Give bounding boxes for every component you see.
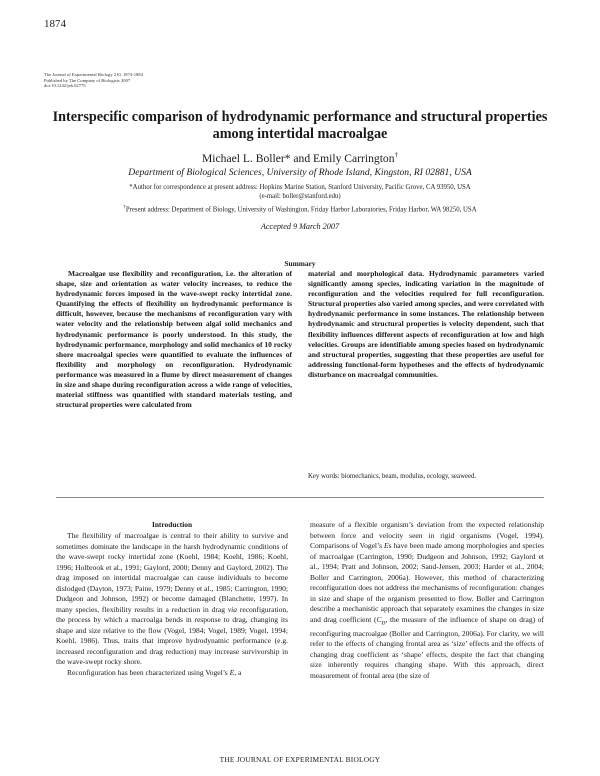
keywords: Key words: biomechanics, beam, modulus, ecology, seaweed.	[308, 473, 477, 480]
affiliation: Department of Biological Sciences, University of Rhode Island, Kingston, RI 02881, USA	[128, 167, 472, 178]
italic-run: E	[229, 667, 235, 677]
italic-run: via	[227, 604, 238, 614]
author-mark: †	[394, 151, 399, 159]
page-number: 1874	[44, 18, 66, 30]
summary-text-left: Macroalgae use flexibility and reconfiguration, i.e. the alteration of shape, size and orientation as water velocity increases, to reduce the hydrodynamic forces imposed in the wave-swept rocky intertidal zone. Quantifying the effects of flexibility on hydrodynamic performance is difficult, however, because the mechanisms of reconfiguration vary with water velocity and the relationship between algal solid mechanics and hydrodynamic performance is poorly understood. In this study, the hydrodynamic performance, morphology and solid mechanics of 10 rocky shore macroalgal species were quantified to evaluate the influences of flexibility and morphology on reconfiguration. Hydrodynamic performance was measured in a flume by direct measurement of changes in size and shape during reconfiguration across a wide range of velocities, material stiffness was quantified with standard materials testing, and structural properties were calculated from	[56, 269, 292, 410]
summary-text-right: material and morphological data. Hydrodynamic parameters varied significantly among species, indicating variation in the magnitude of reconfiguration and the velocities required for full reconfiguration. Structural properties also varied among species, and were correlated with hydrodynamic performance in some instances. The relationship between hydrodynamic and structural properties is velocity dependent, such that flexibility influences different aspects of reconfiguration at low and high velocities. Groups are identifiable among species based on hydrodynamic and structural properties, suggesting that these properties are useful for addressing functional-form hypotheses and the effects of hydrodynamic disturbance on macroalgal communities.	[308, 269, 544, 379]
section-divider	[56, 497, 544, 498]
summary-heading: Summary	[284, 259, 316, 268]
intro-paragraph-1	[56, 531, 288, 668]
intro-paragraph-2	[56, 668, 288, 679]
introduction-left-column	[56, 531, 288, 678]
text-run: s have been made among morphologies and species of macroalgae (Carrington, 1990; Dudgeon and Johnson, 1992; Gaylord et al., 1994; Pratt and Johnson, 2002; Sand-Jensen, 2003; Harder et al., 2004; Boller and Carrington, 2006a). However, this method of characterizing reconfiguration does not address the mechanisms of reconfiguration: changes in size and shape of the organism presented to flow. Boller and Carrington describe a mechanistic approach that separately examines the changes in size and drag coefficient (	[310, 541, 545, 624]
correspondence-note: *Author for correspondence at present address: Hopkins Marine Station, Stanford University, Pacific Grove, CA 93950, USA	[129, 184, 471, 191]
text-run: measure of a flexible organism’s deviation from the expected relationship between force and velocity seen in rigid organisms (Vogel, 1994). Comparisons of Vogel’s	[310, 520, 544, 550]
journal-doi: doi:10.1242/jeb.02775	[44, 83, 86, 89]
present-address-mark: †	[123, 205, 126, 210]
intro-paragraph-continued	[310, 520, 544, 681]
introduction-right-column	[310, 520, 544, 681]
text-run: , the measure of the influence of shape on drag) of reconfiguring macroalgae (Boller and Carrington, 2006a). For clarity, we will refer to the effects of changing frontal area as ‘size’ effects and the effects of changing drag coefficient as ‘shape’ effects, despite the fact that changing size inherently requires changing shape. With this approach, direct measurement of frontal area (the size of	[310, 614, 544, 680]
italic-run: E	[383, 541, 389, 550]
journal-publisher: Published by The Company of Biologists 2007	[44, 77, 131, 83]
present-address-text: Present address: Department of Biology, University of Washington, Friday Harbor Laboratories, Friday Harbor, WA 98250, USA	[125, 206, 477, 214]
present-address-note	[44, 204, 556, 215]
introduction-heading: Introduction	[151, 520, 193, 529]
text-run: Reconfiguration has been characterized using Vogel’s	[67, 667, 230, 677]
italic-run: C	[376, 614, 382, 624]
correspondence-email: (e-mail: boller@stanford.edu)	[259, 193, 341, 200]
author-list	[44, 151, 556, 165]
text-run: reconfiguration, the process by which a macroalga bends in response to drag, changing its shape and size relative to the flow (Vogel, 1984; Vogel, 1989; Vogel, 1994; Koehl, 1986). Thus, traits that improve hydrodynamic performance (e.g. increased reconfiguration and drag reduction) may increase survivorship in the wave-swept rocky shore.	[56, 604, 288, 666]
subscript-run: D	[381, 620, 386, 626]
journal-meta	[44, 72, 143, 89]
text-run: The flexibility of macroalgae is central to their ability to survive and sometimes dominate the landscape in the harsh hydrodynamic conditions of the wave-swept rocky intertidal zone (Koehl, 1984; Koehl, 1986; Koehl, 1996; Holbrook et al., 1991; Gaylord, 2000; Denny and Gaylord, 2002). The drag imposed on intertidal macroalgae can cause individuals to become dislodged (Dayton, 1973; Paine, 1979; Denny et al., 1985; Carrington, 1990; Dudgeon and Johnson, 1992) or become damaged (Blanchette, 1997). In many species, flexibility results in a reduction in drag	[56, 531, 288, 614]
journal-footer: THE JOURNAL OF EXPERIMENTAL BIOLOGY	[219, 755, 381, 764]
article-title: Interspecific comparison of hydrodynamic performance and structural properties among intertidal macroalgae	[52, 109, 548, 142]
text-run: , a	[234, 667, 242, 677]
author-names: Michael L. Boller* and Emily Carrington	[201, 151, 395, 165]
journal-citation: The Journal of Experimental Biology 210, 1874-1884	[44, 72, 143, 77]
accepted-date: Accepted 9 March 2007	[260, 222, 340, 231]
